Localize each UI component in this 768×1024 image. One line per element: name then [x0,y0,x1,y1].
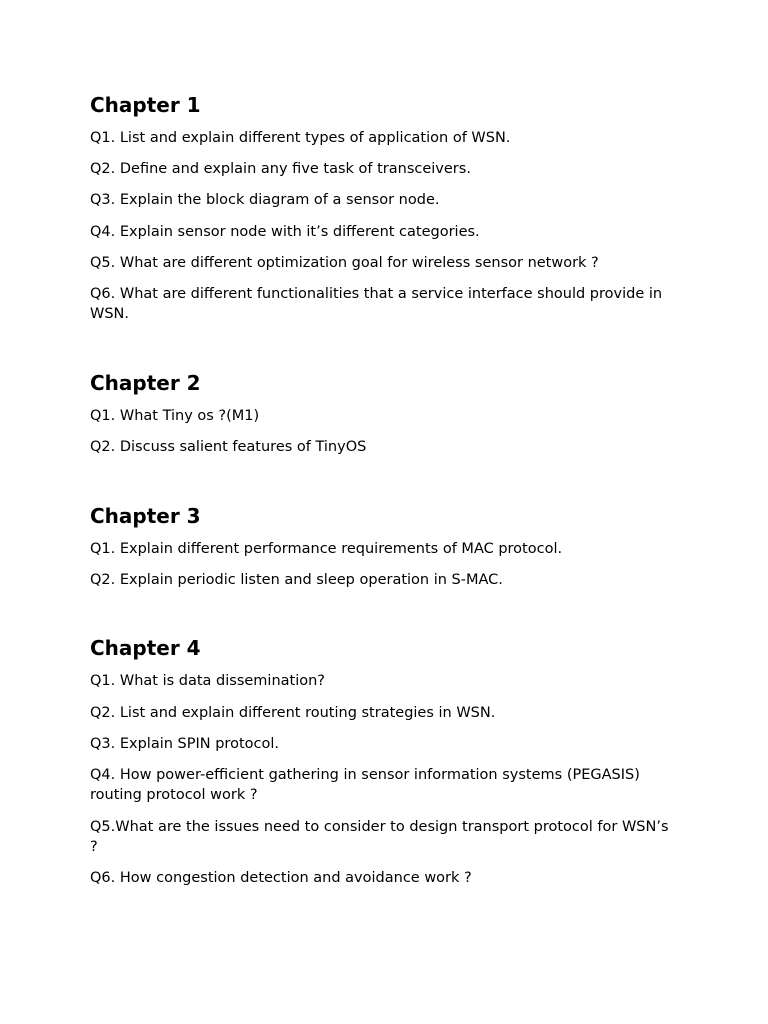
chapter-4-question-2: Q2. List and explain different routing strategies in WSN. [90,704,496,721]
chapter-2-question-2: Q2. Discuss salient features of TinyOS [90,439,367,456]
chapter-3-question-list [90,539,678,591]
chapter-1-section [90,91,678,325]
chapter-1-question-3: Q3. Explain the block diagram of a sensor node. [90,192,440,209]
chapter-4-question-6: Q6. How congestion detection and avoidance work ? [90,870,472,887]
chapter-2-section [90,369,678,458]
chapter-1-title: Chapter 1 [90,93,201,117]
chapter-3-section [90,502,678,591]
chapter-3-title: Chapter 3 [90,503,201,528]
chapter-1-question-6: Q6. What are different functionalities that a service interface should provide in WSN. [90,285,663,323]
chapter-2-title: Chapter 2 [90,370,201,395]
chapter-4-question-1: Q1. What is data dissemination? [90,673,325,690]
chapter-4-title: Chapter 4 [90,636,201,661]
chapter-3-question-1: Q1. Explain different performance requirements of MAC protocol. [90,540,563,557]
chapter-1-question-1: Q1. List and explain different types of application of WSN. [90,130,511,146]
chapter-4-section [90,634,678,888]
chapter-4-question-5: Q5.What are the issues need to consider to design transport protocol for WSN’s ? [90,818,669,856]
chapter-4-question-list [90,671,678,888]
chapter-4-question-4: Q4. How power-efficient gathering in sensor information systems (PEGASIS) routing protocol work ? [90,766,640,804]
chapter-2-question-1: Q1. What Tiny os ?(M1) [90,407,260,424]
chapter-4-question-3: Q3. Explain SPIN protocol. [90,735,279,752]
chapter-3-question-2: Q2. Explain periodic listen and sleep operation in S-MAC. [90,571,503,588]
chapter-1-question-4: Q4. Explain sensor node with it’s different categories. [90,223,480,240]
chapter-2-question-list [90,406,678,458]
chapter-1-question-2: Q2. Define and explain any five task of transceivers. [90,161,471,178]
chapter-1-question-list [90,128,678,325]
chapter-1-question-5: Q5. What are different optimization goal for wireless sensor network ? [90,254,599,271]
